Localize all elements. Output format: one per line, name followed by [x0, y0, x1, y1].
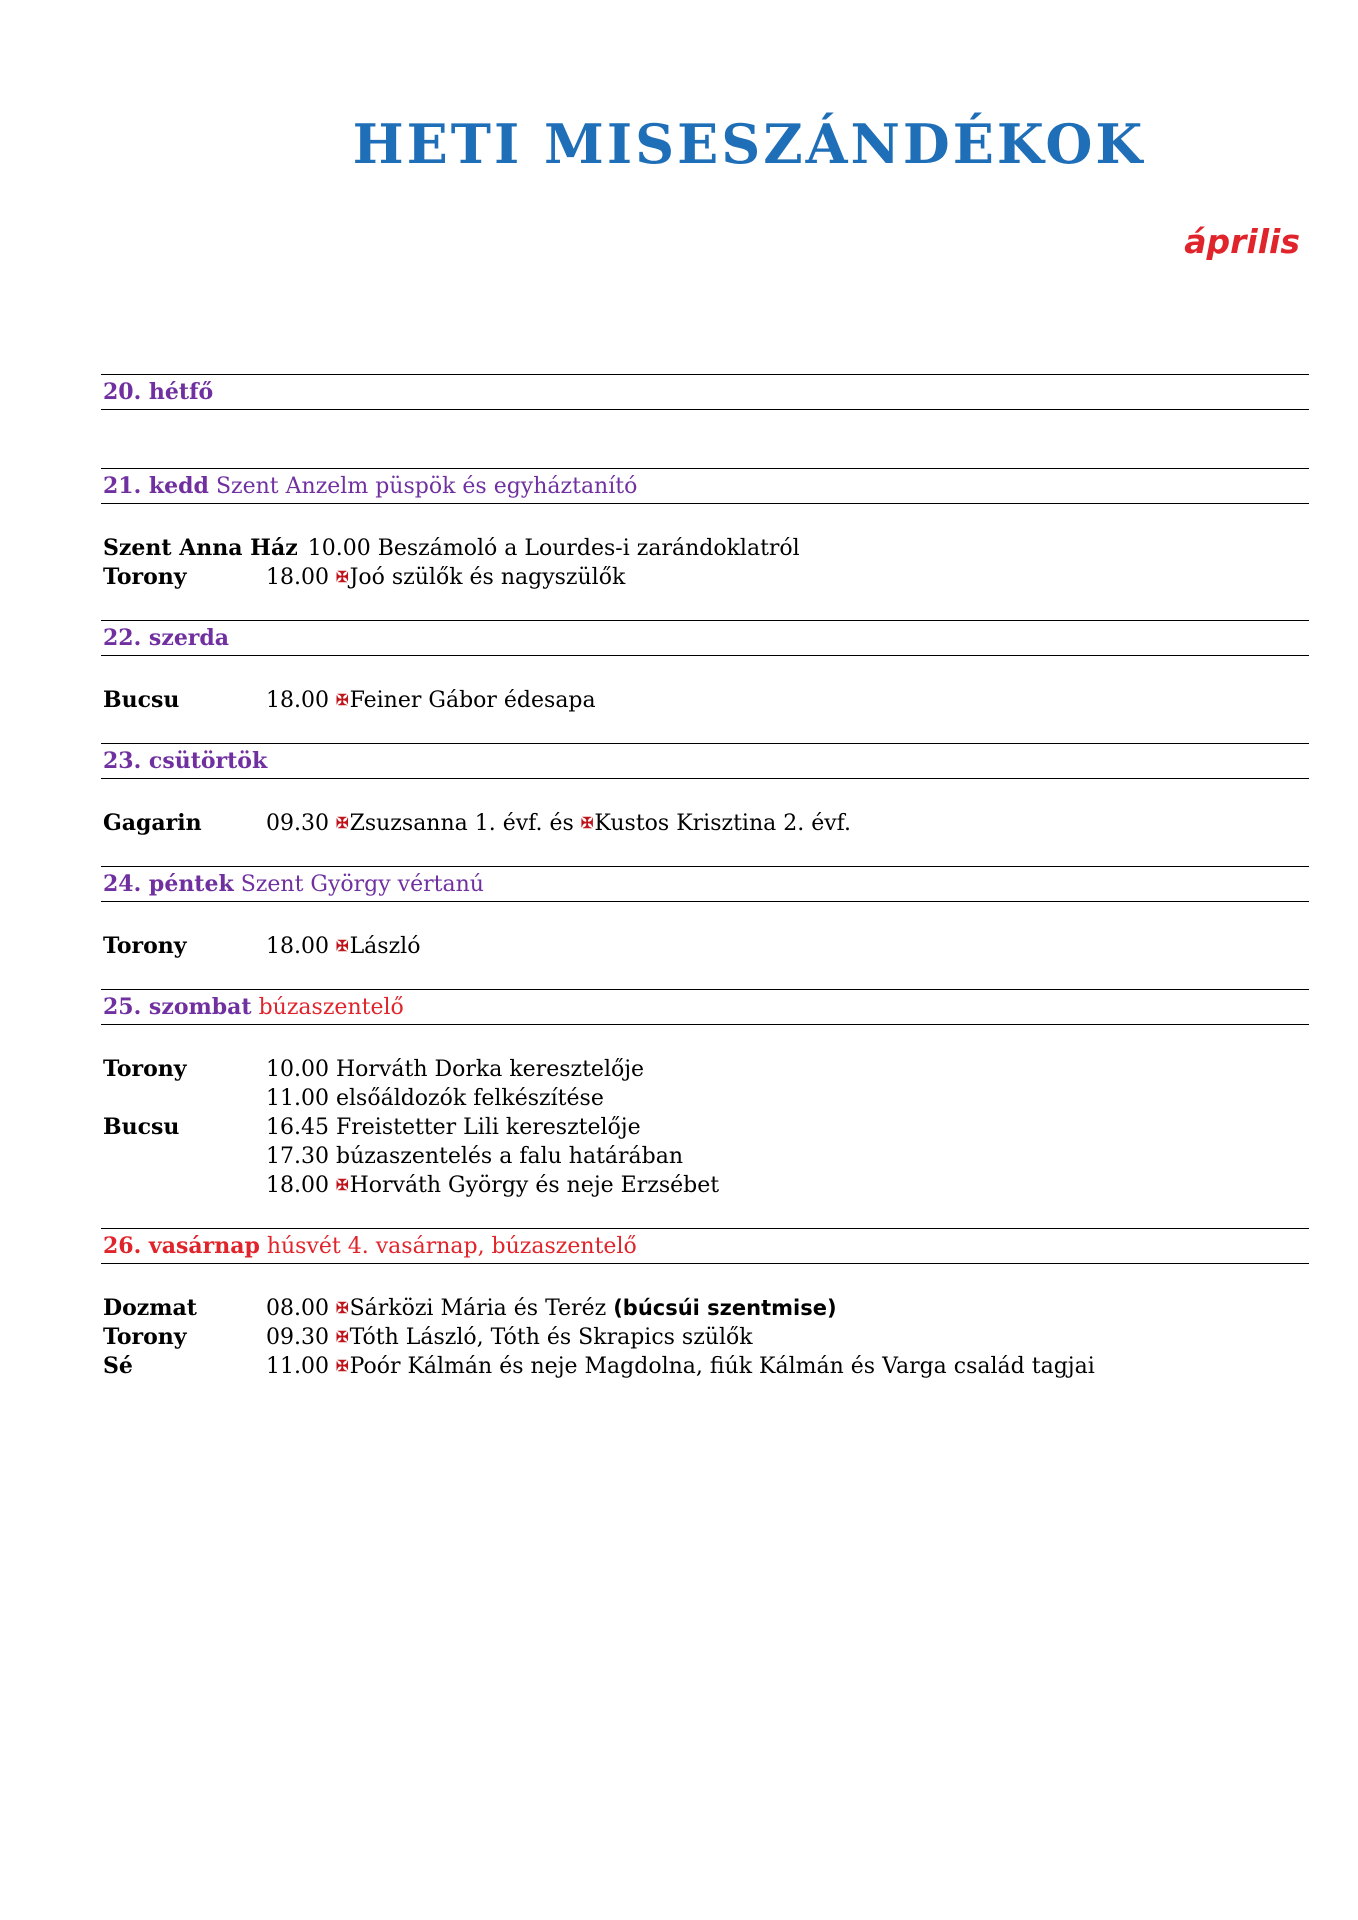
intention: Tóth László, Tóth és Skrapics szülők	[349, 1325, 753, 1350]
mass-entry	[101, 809, 1309, 838]
intention: Beszámoló a Lourdes-i zarándoklatról	[377, 536, 800, 561]
place: Gagarin	[103, 810, 202, 836]
day-label: 24. péntek	[103, 871, 234, 897]
day-label: 23. csütörtök	[103, 748, 268, 774]
time: 09.30	[266, 1325, 329, 1350]
intention: Zsuzsanna 1. évf. és	[349, 811, 574, 836]
day-entries-21	[101, 504, 1309, 620]
intention-extra: (búcsúi szentmise)	[613, 1296, 837, 1320]
place-empty	[101, 1142, 266, 1171]
place: Dozmat	[103, 1295, 197, 1321]
day-label: 26. vasárnap	[103, 1233, 260, 1259]
cross-icon: ✠	[335, 937, 349, 955]
cross-icon: ✠	[335, 1299, 349, 1317]
cross-icon: ✠	[335, 691, 349, 709]
time: 16.45	[266, 1115, 329, 1140]
mass-entry	[101, 686, 1309, 715]
mass-entry	[101, 1294, 1309, 1323]
day-entries-25	[101, 1025, 1309, 1228]
time: 18.00	[266, 934, 329, 959]
intention: Joó szülők és nagyszülők	[349, 565, 626, 590]
day-header-25	[101, 989, 1309, 1025]
time: 18.00	[266, 565, 329, 590]
day-label: 21. kedd	[103, 473, 209, 499]
day-header-26	[101, 1228, 1309, 1264]
day-label: 20. hétfő	[103, 379, 214, 405]
time: 09.30	[266, 811, 329, 836]
day-header-24	[101, 866, 1309, 902]
intention: Sárközi Mária és Teréz	[349, 1296, 607, 1321]
day-note: Szent Anzelm püspök és egyháztanító	[215, 474, 638, 499]
intention: Poór Kálmán és neje Magdolna, fiúk Kálmán és Varga család tagjai	[349, 1354, 1095, 1379]
mass-entry	[101, 932, 1309, 961]
place: Szent Anna Ház	[103, 535, 298, 561]
day-entries-24	[101, 902, 1309, 989]
time: 11.00	[266, 1354, 329, 1379]
place: Torony	[103, 564, 187, 590]
time: 08.00	[266, 1296, 329, 1321]
place-empty	[101, 1171, 266, 1200]
day-note: búzaszentelő	[258, 995, 404, 1020]
mass-entry	[101, 563, 1309, 592]
cross-icon: ✠	[335, 1357, 349, 1375]
day-header-20	[101, 374, 1309, 410]
day-note: Szent György vértanú	[240, 872, 484, 897]
day-entries-23	[101, 779, 1309, 866]
day-header-23	[101, 743, 1309, 779]
place: Sé	[103, 1353, 133, 1379]
month-label: április	[1184, 222, 1300, 261]
mass-entry	[101, 1113, 1309, 1142]
intention: Feiner Gábor édesapa	[349, 688, 596, 713]
intention: Freistetter Lili keresztelője	[335, 1115, 641, 1140]
intention: búzaszentelés a falu határában	[335, 1144, 684, 1169]
mass-entry	[101, 1055, 1309, 1084]
place: Torony	[103, 1324, 187, 1350]
day-entries-26	[101, 1264, 1309, 1409]
time: 11.00	[266, 1086, 329, 1111]
intention-2: Kustos Krisztina 2. évf.	[594, 811, 852, 836]
schedule	[101, 374, 1309, 1409]
day-entries-22	[101, 656, 1309, 743]
place: Bucsu	[103, 1114, 180, 1140]
day-label: 22. szerda	[103, 625, 230, 651]
day-note: húsvét 4. vasárnap, búzaszentelő	[266, 1234, 637, 1259]
day-header-22	[101, 620, 1309, 656]
time: 10.00	[307, 536, 371, 561]
place: Torony	[103, 933, 187, 959]
mass-entry	[101, 1352, 1309, 1381]
intention: Horváth György és neje Erzsébet	[349, 1173, 720, 1198]
mass-entry	[101, 1084, 1309, 1113]
place: Bucsu	[103, 687, 180, 713]
cross-icon: ✠	[335, 568, 349, 586]
cross-icon: ✠	[335, 1176, 349, 1194]
place-empty	[101, 1084, 266, 1113]
intention: elsőáldozók felkészítése	[335, 1086, 604, 1111]
cross-icon: ✠	[335, 1328, 349, 1346]
cross-icon: ✠	[580, 814, 594, 832]
page-title: HETI MISESZÁNDÉKOK	[352, 112, 1146, 176]
mass-entry	[101, 534, 1309, 563]
cross-icon: ✠	[335, 814, 349, 832]
mass-entry	[101, 1171, 1309, 1200]
intention: Horváth Dorka keresztelője	[335, 1057, 645, 1082]
mass-entry	[101, 1323, 1309, 1352]
intention: László	[349, 934, 421, 959]
mass-entry	[101, 1142, 1309, 1171]
time: 18.00	[266, 688, 329, 713]
time: 18.00	[266, 1173, 329, 1198]
time: 10.00	[266, 1057, 329, 1082]
day-header-21	[101, 468, 1309, 504]
day-label: 25. szombat	[103, 994, 252, 1020]
place: Torony	[103, 1056, 187, 1082]
time: 17.30	[266, 1144, 329, 1169]
